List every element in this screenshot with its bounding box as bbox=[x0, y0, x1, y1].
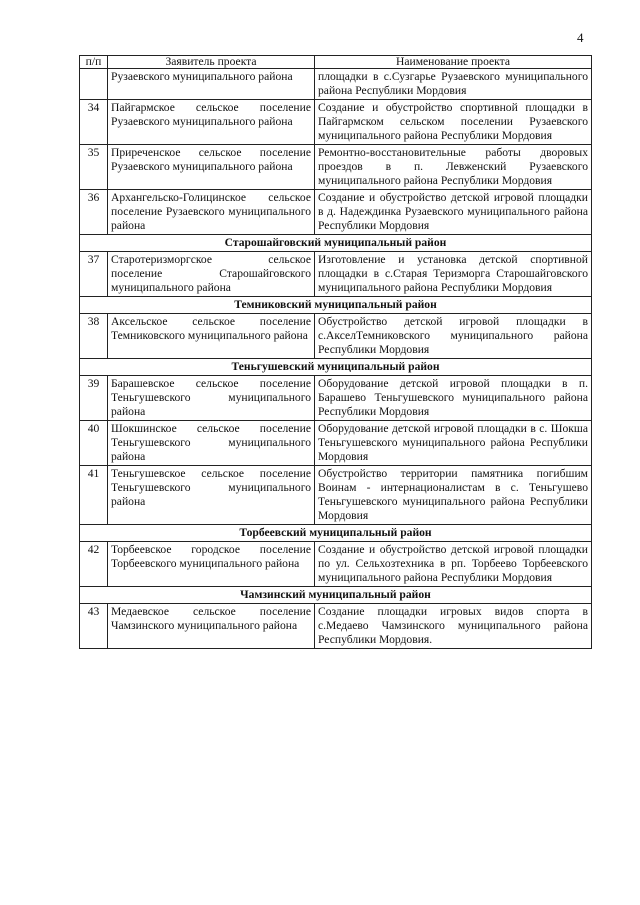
applicant-cell: Старотеризморгское сельское поселение Старошайговского муниципального района bbox=[108, 252, 315, 297]
section-row bbox=[80, 525, 592, 542]
row-number: 38 bbox=[80, 314, 108, 359]
table-row bbox=[80, 314, 592, 359]
row-number: 36 bbox=[80, 190, 108, 235]
section-title: Темниковский муниципальный район bbox=[80, 297, 592, 314]
table-row bbox=[80, 69, 592, 100]
table-row bbox=[80, 100, 592, 145]
applicant-cell: Пайгармское сельское поселение Рузаевского муниципального района bbox=[108, 100, 315, 145]
table-row bbox=[80, 190, 592, 235]
applicant-cell: Аксельское сельское поселение Темниковского муниципального района bbox=[108, 314, 315, 359]
section-title: Теньгушевский муниципальный район bbox=[80, 359, 592, 376]
header-num: п/п bbox=[80, 56, 108, 69]
header-applicant: Заявитель проекта bbox=[108, 56, 315, 69]
row-number: 41 bbox=[80, 466, 108, 525]
applicant-cell: Приреченское сельское поселение Рузаевского муниципального района bbox=[108, 145, 315, 190]
applicant-cell: Рузаевского муниципального района bbox=[108, 69, 315, 100]
project-cell: площадки в с.Сузгарье Рузаевского муниципального района Республики Мордовия bbox=[315, 69, 592, 100]
project-cell: Изготовление и установка детской спортивной площадки в с.Старая Теризморга Старошайговского муниципального района Республики Мордовия bbox=[315, 252, 592, 297]
projects-table bbox=[79, 55, 592, 649]
project-cell: Создание площадки игровых видов спорта в с.Медаево Чамзинского муниципального района Республики Мордовия. bbox=[315, 604, 592, 649]
applicant-cell: Торбеевское городское поселение Торбеевского муниципального района bbox=[108, 542, 315, 587]
table-row bbox=[80, 376, 592, 421]
project-cell: Создание и обустройство детской игровой площадки в д. Надеждинка Рузаевского муниципального района Республики Мордовия bbox=[315, 190, 592, 235]
section-title: Старошайговский муниципальный район bbox=[80, 235, 592, 252]
row-number: 42 bbox=[80, 542, 108, 587]
row-number: 40 bbox=[80, 421, 108, 466]
section-row bbox=[80, 359, 592, 376]
table-row bbox=[80, 252, 592, 297]
section-row bbox=[80, 235, 592, 252]
section-row bbox=[80, 587, 592, 604]
row-number: 43 bbox=[80, 604, 108, 649]
project-cell: Оборудование детской игровой площадки в с. Шокша Теньгушевского муниципального района Республики Мордовия bbox=[315, 421, 592, 466]
applicant-cell: Барашевское сельское поселение Теньгушевского муниципального района bbox=[108, 376, 315, 421]
section-row bbox=[80, 297, 592, 314]
project-cell: Создание и обустройство спортивной площадки в Пайгармском сельском поселении Рузаевского муниципального района Республики Мордовия bbox=[315, 100, 592, 145]
applicant-cell: Медаевское сельское поселение Чамзинского муниципального района bbox=[108, 604, 315, 649]
section-title: Чамзинский муниципальный район bbox=[80, 587, 592, 604]
applicant-cell: Теньгушевское сельское поселение Теньгушевского муниципального района bbox=[108, 466, 315, 525]
row-number: 39 bbox=[80, 376, 108, 421]
table-row bbox=[80, 542, 592, 587]
table-row bbox=[80, 421, 592, 466]
section-title: Торбеевский муниципальный район bbox=[80, 525, 592, 542]
header-project: Наименование проекта bbox=[315, 56, 592, 69]
row-number bbox=[80, 69, 108, 100]
project-cell: Обустройство территории памятника погибшим Воинам - интернационалистам в с. Теньгушево Теньгушевского муниципального района Республики Мордовия bbox=[315, 466, 592, 525]
row-number: 34 bbox=[80, 100, 108, 145]
row-number: 37 bbox=[80, 252, 108, 297]
table-row bbox=[80, 466, 592, 525]
table-row bbox=[80, 604, 592, 649]
project-cell: Создание и обустройство детской игровой площадки по ул. Сельхозтехника в рп. Торбеево Торбеевского муниципального района Республики Мордовия bbox=[315, 542, 592, 587]
row-number: 35 bbox=[80, 145, 108, 190]
project-cell: Обустройство детской игровой площадки в с.АкселТемниковского муниципального района Республики Мордовия bbox=[315, 314, 592, 359]
applicant-cell: Архангельско-Голицинское сельское поселение Рузаевского муниципального района bbox=[108, 190, 315, 235]
project-cell: Оборудование детской игровой площадки в п. Барашево Теньгушевского муниципального района Республики Мордовия bbox=[315, 376, 592, 421]
table-row bbox=[80, 145, 592, 190]
project-cell: Ремонтно-восстановительные работы дворовых проездов в п. Левженский Рузаевского муниципального района Республики Мордовия bbox=[315, 145, 592, 190]
table-body bbox=[80, 69, 592, 649]
page-number: 4 bbox=[577, 30, 584, 45]
table-header-row bbox=[80, 56, 592, 69]
applicant-cell: Шокшинское сельское поселение Теньгушевского муниципального района bbox=[108, 421, 315, 466]
